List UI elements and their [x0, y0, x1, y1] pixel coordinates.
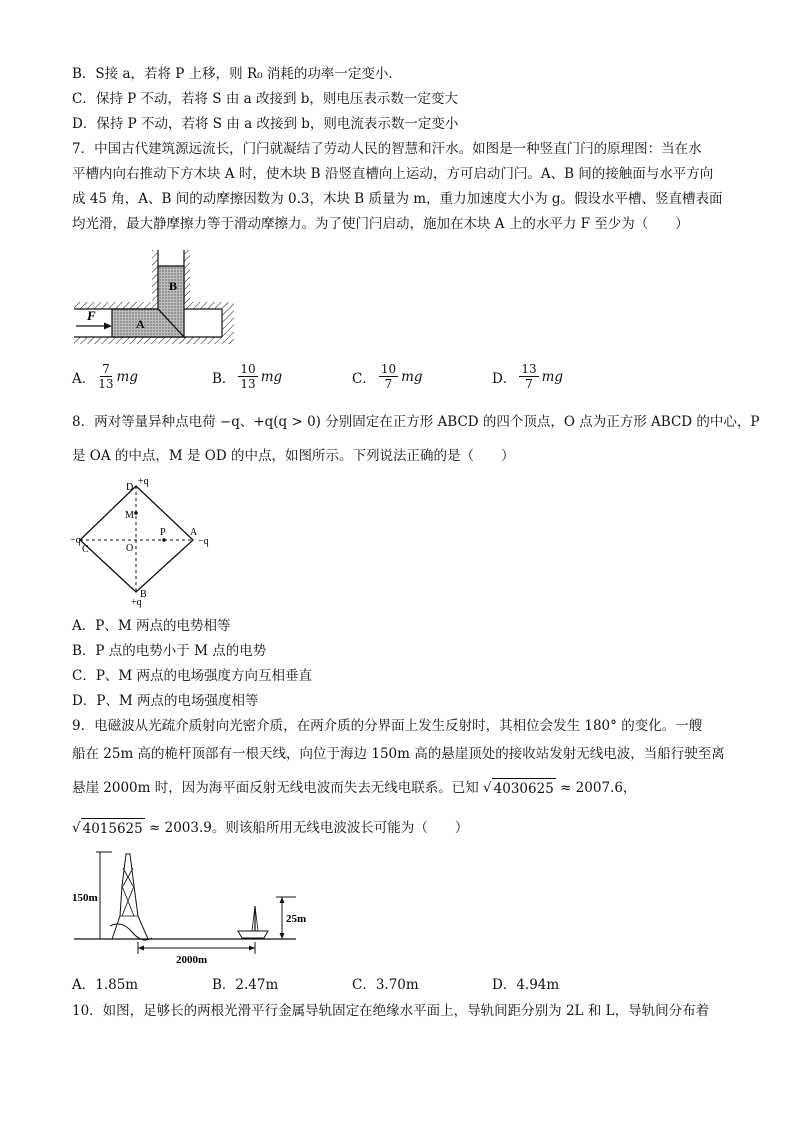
q6-option-b: B．S接 a，若将 P 上移，则 R₀ 消耗的功率一定变小． [72, 66, 402, 82]
q8-vertex-a: A [190, 527, 198, 538]
q7-stem-line4: 均光滑，最大静摩擦力等于滑动摩擦力。为了使门闩启动，施加在木块 A 上的水平力 F 至少为（ ） [72, 216, 689, 232]
q9-figure-cliff-ship [72, 846, 307, 968]
q8-vertex-c: C [82, 544, 89, 555]
q9-option-c: C．3.70m [352, 977, 419, 993]
q7-stem-line3: 成 45 角，A、B 间的动摩擦因数为 0.3，木块 B 质量为 m，重力加速度大小为 g。假设水平槽、竖直槽表面 [72, 191, 723, 207]
q8-stem-line1: 8．两对等量异种点电荷 −q、+q(q > 0) 分别固定在正方形 ABCD 的四个顶点，O 点为正方形 ABCD 的中心，P [72, 414, 760, 430]
q9-stem-line1: 9．电磁波从光疏介质射向光密介质，在两介质的分界面上发生反射时，其相位会发生 180° 的变化。一艘 [72, 718, 703, 734]
q8-option-a: A．P、M 两点的电势相等 [72, 618, 231, 634]
q8-center-o: O [126, 543, 134, 554]
q8-charge-c: −q [70, 535, 81, 546]
q9-distance: 2000m [176, 954, 208, 966]
q7-block-b-label: B [169, 279, 178, 293]
q7-force-label: F [87, 308, 96, 323]
q9-mast-height: 25m [286, 913, 307, 925]
q9-stem-line3: 悬崖 2000m 时，因为海平面反射无线电波而失去无线电联系。已知 √ 4030625 ≈ 2007.6， [72, 780, 637, 797]
q7-block-a-label: A [136, 317, 145, 331]
q9-option-d: D．4.94m [492, 977, 560, 993]
q8-option-b: B．P 点的电势小于 M 点的电势 [72, 643, 267, 659]
q8-option-c: C．P、M 两点的电场强度方向互相垂直 [72, 668, 313, 684]
q8-charge-a: −q [198, 536, 209, 547]
q7-figure-door-bolt [72, 246, 237, 346]
q10-stem-line1: 10．如图，足够长的两根光滑平行金属导轨固定在绝缘水平面上，导轨间距分别为 2L 和 L，导轨间分布着 [72, 1003, 710, 1019]
q9-option-b: B．2.47m [212, 977, 279, 993]
q8-vertex-d: D [126, 482, 134, 493]
q9-option-a: A．1.85m [72, 977, 139, 993]
q6-option-c: C．保持 P 不动，若将 S 由 a 改接到 b，则电压表示数一定变大 [72, 91, 458, 107]
q8-option-d: D．P、M 两点的电场强度相等 [72, 693, 259, 709]
q7-options [72, 362, 732, 398]
q9-stem-line2: 船在 25m 高的桅杆顶部有一根天线，向位于海边 150m 高的悬崖顶处的接收站发射无线电波，当船行驶至离 [72, 746, 725, 762]
q8-vertex-b: B [140, 589, 147, 600]
q8-charge-b: +q [131, 597, 142, 608]
q8-stem-line2: 是 OA 的中点，M 是 OD 的中点，如图所示。下列说法正确的是（ ） [72, 448, 515, 464]
q7-option-c: C． $\frac{10}{7}$ mg [352, 362, 423, 391]
q9-stem-line4: √ 4015625 ≈ 2003.9。则该船所用无线电波波长可能为（ ） [72, 820, 469, 837]
q7-option-a: A． $\frac{7}{13}$ mg [72, 362, 138, 391]
q9-cliff-height: 150m [72, 892, 98, 904]
q7-option-b: B． $\frac{10}{13}$ mg [212, 362, 283, 391]
q6-option-d: D．保持 P 不动，若将 S 由 a 改接到 b，则电流表示数一定变小 [72, 116, 459, 132]
q7-stem-line1: 7．中国古代建筑源远流长，门闩就凝结了劳动人民的智慧和汗水。如图是一种竖直门闩的原理图：当在水 [72, 141, 702, 157]
q8-charge-d: +q [138, 476, 149, 487]
q8-figure-square-charges [68, 474, 218, 608]
q7-option-d: D． $\frac{13}{7}$ mg [492, 362, 564, 391]
q8-point-p: P [160, 527, 166, 538]
q8-point-m: M [125, 510, 134, 521]
q7-stem-line2: 平槽内向右推动下方木块 A 时，使木块 B 沿竖直槽向上运动，方可启动门闩。A、B 间的接触面与水平方向 [72, 166, 714, 182]
